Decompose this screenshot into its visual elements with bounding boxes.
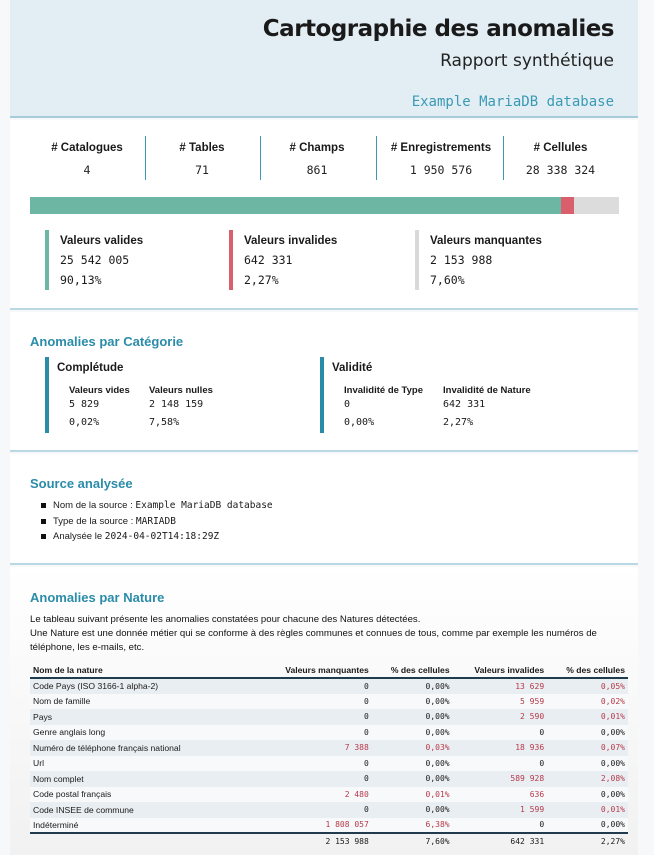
item-key: Nom de la source : (53, 500, 136, 511)
metric-label: Valeurs vides (69, 385, 130, 396)
metric-count: 2 148 159 (149, 399, 204, 410)
total-cell: 7,60% (425, 837, 450, 846)
nature-name-cell: Code Pays (ISO 3166-1 alpha-2) (30, 678, 260, 694)
legend-invalid (229, 230, 337, 290)
item-value: 2024-04-02T14:18:29Z (104, 531, 220, 542)
value-cell: 0,00% (372, 756, 453, 772)
metric-label: Invalidité de Type (344, 385, 424, 396)
metric-count: 0 (344, 399, 351, 410)
bar-segment-invalid (561, 197, 574, 214)
value-cell: 0,00% (372, 725, 453, 741)
validite-block (320, 357, 620, 433)
metric-empty-values (69, 385, 130, 428)
nature-name-cell: Code INSEE de commune (30, 802, 260, 818)
value-cell: 0 (260, 756, 372, 772)
item-key: Analysée le (53, 531, 105, 542)
total-cell: 2,27% (600, 837, 625, 846)
item-value: Example MariaDB database (135, 500, 273, 511)
value-cell: 0,00% (372, 771, 453, 787)
column-header: Valeurs invalides (453, 663, 548, 678)
value-cell: 0,01% (372, 787, 453, 803)
nature-name-cell: Indéterminé (30, 818, 260, 834)
value-cell: 636 (453, 787, 548, 803)
stat-label: # Catalogues (51, 142, 123, 154)
value-cell: 0,05% (547, 678, 628, 694)
value-cell: 0,00% (372, 678, 453, 694)
legend-label: Valeurs invalides (244, 235, 338, 247)
value-cell: 0 (453, 725, 548, 741)
value-cell: 5 959 (453, 694, 548, 710)
list-item (40, 516, 273, 532)
section-title: Anomalies par Nature (30, 590, 165, 605)
stat-catalogues (30, 142, 144, 177)
description-line: Le tableau suivant présente les anomalies constatées pour chacune des Natures détectées. (30, 614, 421, 625)
item-key: Type de la source : (53, 515, 136, 527)
item-value: MARIADB (135, 515, 176, 527)
nature-name-cell: Code postal français (30, 787, 260, 803)
legend-label: Valeurs valides (60, 235, 144, 247)
legend-valid (45, 230, 143, 290)
database-name: Example MariaDB database (411, 94, 614, 110)
nature-name-cell: Numéro de téléphone français national (30, 740, 260, 756)
table-row (30, 756, 628, 772)
total-cell: 642 331 (510, 837, 545, 846)
description-line: Une Nature est une donnée métier qui se conforme à des règles communes et connues de tous, comme par exemple les numéros de téléphone, les e-mails, etc. (30, 628, 597, 653)
value-cell: 2,08% (547, 771, 628, 787)
metric-pct: 2,27% (443, 417, 474, 428)
total-cell (30, 833, 260, 849)
total-cell: 2 153 988 (325, 837, 369, 846)
table-header-row (30, 663, 628, 678)
nature-name-cell: Nom de famille (30, 694, 260, 710)
section-title: Source analysée (30, 476, 133, 491)
metric-count: 642 331 (443, 399, 486, 410)
source-list (40, 500, 273, 547)
value-cell: 0,00% (547, 756, 628, 772)
table-row (30, 802, 628, 818)
table-body (30, 678, 628, 833)
nature-name-cell: Pays (30, 709, 260, 725)
table-row (30, 694, 628, 710)
category-name: Complétude (57, 362, 124, 374)
report-title: Cartographie des anomalies (262, 16, 614, 42)
value-cell: 0,00% (547, 787, 628, 803)
legend-pct: 90,13% (60, 273, 102, 287)
legend-missing (415, 230, 542, 290)
stat-tables (145, 142, 259, 177)
value-cell: 0 (260, 694, 372, 710)
value-cell: 0,00% (372, 694, 453, 710)
value-cell: 7 388 (260, 740, 372, 756)
legend-pct: 7,60% (430, 273, 465, 287)
table-row (30, 709, 628, 725)
column-header: % des cellules (547, 663, 628, 678)
metric-count: 5 829 (69, 399, 100, 410)
categories-card (10, 312, 638, 452)
value-cell: 1 599 (453, 802, 548, 818)
value-cell: 0,01% (547, 709, 628, 725)
table-row (30, 818, 628, 834)
table-row (30, 678, 628, 694)
category-name: Validité (332, 362, 373, 374)
legend-pct: 2,27% (244, 273, 279, 287)
metric-nature-invalidity (443, 385, 531, 428)
legend-label: Valeurs manquantes (430, 235, 542, 247)
nature-name-cell: Url (30, 756, 260, 772)
metric-null-values (149, 385, 213, 428)
value-cell: 0,00% (372, 709, 453, 725)
legend-count: 642 331 (244, 253, 293, 267)
metric-pct: 7,58% (149, 417, 180, 428)
table-row (30, 725, 628, 741)
natures-description (30, 613, 630, 655)
value-cell: 0,00% (547, 725, 628, 741)
value-cell: 18 936 (453, 740, 548, 756)
report-header (10, 0, 638, 118)
metric-pct: 0,00% (344, 417, 375, 428)
value-cell: 2 480 (260, 787, 372, 803)
stat-value: 28 338 324 (525, 163, 596, 177)
summary-card (10, 120, 638, 310)
bar-segment-valid (30, 197, 561, 214)
table-row (30, 787, 628, 803)
value-cell: 0,02% (547, 694, 628, 710)
natures-card (10, 567, 638, 855)
list-item (40, 500, 273, 516)
value-cell: 589 928 (453, 771, 548, 787)
source-card (10, 454, 638, 565)
stat-label: # Tables (179, 142, 225, 154)
value-cell: 2 590 (453, 709, 548, 725)
column-header: Nom de la nature (30, 663, 260, 678)
value-cell: 13 629 (453, 678, 548, 694)
metric-label: Valeurs nulles (149, 385, 213, 396)
stat-champs (260, 142, 374, 177)
value-cell: 0 (260, 725, 372, 741)
report-subtitle: Rapport synthétique (440, 51, 614, 71)
value-cell: 6,38% (372, 818, 453, 834)
distribution-bar (30, 197, 619, 214)
value-cell: 0,03% (372, 740, 453, 756)
stat-value: 71 (195, 163, 209, 177)
value-cell: 0 (260, 802, 372, 818)
stat-value: 1 950 576 (409, 163, 473, 177)
value-cell: 0 (453, 818, 548, 834)
stat-value: 4 (83, 163, 91, 177)
section-title: Anomalies par Catégorie (30, 334, 184, 349)
metric-label: Invalidité de Nature (443, 385, 531, 396)
value-cell: 0 (260, 709, 372, 725)
legend-count: 2 153 988 (430, 253, 493, 267)
table-row (30, 771, 628, 787)
nature-name-cell: Nom complet (30, 771, 260, 787)
metric-pct: 0,02% (69, 417, 100, 428)
value-cell: 0 (260, 678, 372, 694)
natures-table (30, 663, 628, 849)
value-cell: 1 808 057 (260, 818, 372, 834)
bar-segment-missing (574, 197, 619, 214)
nature-name-cell: Genre anglais long (30, 725, 260, 741)
stat-label: # Cellules (533, 142, 588, 154)
value-cell: 0 (260, 771, 372, 787)
stat-label: # Champs (289, 142, 345, 154)
stat-enregistrements (376, 142, 506, 177)
stat-cellules (503, 142, 618, 177)
completude-block (45, 357, 305, 433)
stat-value: 861 (306, 163, 328, 177)
column-header: % des cellules (372, 663, 453, 678)
value-cell: 0,00% (372, 802, 453, 818)
stat-label: # Enregistrements (390, 142, 492, 154)
table-totals-row (30, 833, 628, 849)
value-cell: 0 (453, 756, 548, 772)
value-cell: 0,07% (547, 740, 628, 756)
metric-type-invalidity (344, 385, 423, 428)
list-item (40, 531, 273, 547)
value-cell: 0,01% (547, 802, 628, 818)
column-header: Valeurs manquantes (260, 663, 372, 678)
value-cell: 0,00% (547, 818, 628, 834)
legend-count: 25 542 005 (60, 253, 130, 267)
table-row (30, 740, 628, 756)
